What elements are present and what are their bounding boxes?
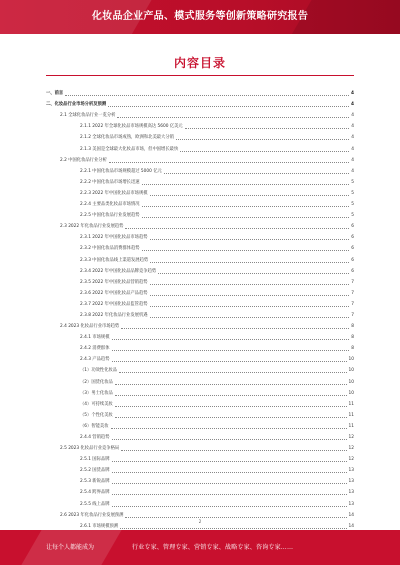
toc-leader-dots xyxy=(150,191,350,196)
toc-entry-page: 6 xyxy=(351,268,354,274)
toc-leader-dots xyxy=(142,180,350,185)
toc-entry-title: 2.3.6 2022 年中国化妆品产品趋势 xyxy=(80,290,148,296)
toc-entry-page: 7 xyxy=(351,301,354,307)
toc-entry-title: 2.4.4 营销趋势 xyxy=(80,435,110,440)
toc-entry[interactable] xyxy=(46,463,354,474)
toc-leader-dots xyxy=(115,380,347,385)
toc-entry-page: 7 xyxy=(351,279,354,285)
toc-entry-page: 10 xyxy=(348,357,354,363)
toc-entry-page: 7 xyxy=(351,312,354,318)
toc-entry-page: 12 xyxy=(348,446,354,452)
toc-entry[interactable] xyxy=(46,508,354,519)
toc-leader-dots xyxy=(111,424,347,429)
toc-leader-dots xyxy=(150,291,350,296)
toc-entry-page: 4 xyxy=(351,168,354,174)
toc-entry-title: 2.6 2023 年化妆品行业发展预测 xyxy=(60,512,124,518)
toc-leader-dots xyxy=(180,147,349,152)
toc-entry-page: 5 xyxy=(351,190,354,196)
toc-entry[interactable] xyxy=(46,186,354,197)
toc-entry[interactable] xyxy=(46,397,354,408)
toc-entry[interactable] xyxy=(46,386,354,397)
toc-entry-title: 2.5.2 国货品牌 xyxy=(80,468,110,474)
toc-entry-page: 12 xyxy=(348,435,354,440)
toc-entry-title: 2.3.3 中国化妆品线上渠道发展趋势 xyxy=(80,257,149,263)
toc-leader-dots xyxy=(108,102,349,107)
toc-entry-title: 2.3.1 2022 年中国化妆品市场趋势 xyxy=(80,235,148,241)
toc-entry-title: 2.4.1 市场规模 xyxy=(80,335,110,341)
toc-entry-page: 4 xyxy=(351,102,354,108)
toc-leader-dots xyxy=(109,158,349,163)
toc-entry[interactable] xyxy=(46,208,354,219)
page-number: 2 xyxy=(198,519,202,524)
toc-entry-title: 2.4.3 产品趋势 xyxy=(80,357,110,363)
toc-leader-dots xyxy=(142,213,350,218)
toc-leader-dots xyxy=(112,335,350,340)
toc-entry-page: 10 xyxy=(348,368,354,374)
toc-leader-dots xyxy=(150,235,350,240)
toc-entry-page: 8 xyxy=(351,335,354,341)
toc-entry[interactable] xyxy=(46,252,354,263)
toc-entry-page: 10 xyxy=(348,390,354,396)
toc-entry-page: 4 xyxy=(351,91,354,97)
toc-divider xyxy=(46,75,354,76)
toc-leader-dots xyxy=(112,357,347,362)
toc-entry-title: （4）可持续美妆 xyxy=(80,401,113,407)
toc-entry-page: 4 xyxy=(351,157,354,163)
toc-entry-title: 2.1.3 美国是全球最大化妆品市场，但中国增长最快 xyxy=(80,146,179,152)
toc-entry-page: 5 xyxy=(351,202,354,208)
toc-entry-title: 2.2 中国化妆品行业分析 xyxy=(60,157,107,163)
toc-entry[interactable] xyxy=(46,219,354,230)
toc-entry-title: 2.2.4 主要品类化妆品市场情况 xyxy=(80,202,140,208)
toc-entry[interactable] xyxy=(46,297,354,308)
toc-entry-page: 4 xyxy=(351,135,354,141)
toc-entry-title: 2.5.1 国际品牌 xyxy=(80,457,110,463)
toc-entry-title: 2.4.2 消费群体 xyxy=(80,346,110,352)
toc-entry[interactable] xyxy=(46,330,354,341)
toc-leader-dots xyxy=(150,313,350,318)
toc-entry-title: （2）国货化妆品 xyxy=(80,379,113,385)
toc-entry-title: 2.1 全球化妆品行业一览分析 xyxy=(60,113,116,119)
toc-entry-page: 7 xyxy=(351,290,354,296)
toc-entry[interactable] xyxy=(46,496,354,507)
toc-leader-dots xyxy=(150,280,350,285)
toc-leader-dots xyxy=(117,113,349,118)
toc-entry[interactable] xyxy=(46,374,354,385)
toc-entry-title: 2.3.5 2022 年中国化妆品营销趋势 xyxy=(80,279,148,285)
toc-entry-title: 2.2.5 中国化妆品行业发展趋势 xyxy=(80,213,140,219)
toc-entry-page: 14 xyxy=(348,523,354,529)
toc-leader-dots xyxy=(150,258,349,263)
toc-entry-title: 2.2.1 中国化妆品市场规模超过 5000 亿元 xyxy=(80,168,162,174)
toc-leader-dots xyxy=(185,124,350,129)
toc-heading: 内容目录 xyxy=(173,56,226,70)
toc-entry-title: 2.3 2022 年化妆品行业发展趋势 xyxy=(60,224,124,230)
toc-leader-dots xyxy=(158,269,349,274)
toc-leader-dots xyxy=(112,490,347,495)
toc-leader-dots xyxy=(115,402,347,407)
toc-entry-page: 6 xyxy=(351,246,354,252)
toc-entry-page: 11 xyxy=(348,412,354,418)
toc-leader-dots xyxy=(112,457,347,462)
toc-leader-dots xyxy=(121,446,346,451)
footer-band xyxy=(0,530,400,565)
toc-leader-dots xyxy=(125,224,349,229)
toc-entry-page: 11 xyxy=(348,401,354,407)
toc-entry[interactable] xyxy=(46,164,354,175)
toc-entry[interactable] xyxy=(46,230,354,241)
toc-entry-page: 8 xyxy=(351,346,354,352)
toc-entry[interactable] xyxy=(46,363,354,374)
toc-leader-dots xyxy=(112,468,347,473)
toc-entry-title: 2.4 2023 化妆品行业市场趋势 xyxy=(60,324,120,330)
toc-leader-dots xyxy=(115,413,347,418)
toc-entry-title: 2.6.1 市场规模预测 xyxy=(80,523,119,529)
toc-entry[interactable] xyxy=(46,430,354,441)
toc-entry[interactable] xyxy=(46,319,354,330)
toc-entry[interactable] xyxy=(46,441,354,452)
toc-entry-title: 2.5 2023 化妆品行业竞争格局 xyxy=(60,446,120,452)
toc-leader-dots xyxy=(115,391,347,396)
toc-entry-page: 10 xyxy=(348,379,354,385)
toc-entry[interactable] xyxy=(46,130,354,141)
document-title: 化妆品企业产品、模式服务等创新策略研究报告 xyxy=(91,11,309,22)
toc-entry-page: 4 xyxy=(351,146,354,152)
toc-entry-title: 一、前言 xyxy=(46,91,64,97)
toc-entry[interactable] xyxy=(46,408,354,419)
toc-leader-dots xyxy=(119,368,346,373)
toc-list xyxy=(46,86,354,530)
toc-entry[interactable] xyxy=(46,119,354,130)
toc-entry[interactable] xyxy=(46,341,354,352)
toc-leader-dots xyxy=(150,302,350,307)
toc-entry-title: 2.3.8 2022 年化妆品行业发展机遇 xyxy=(80,312,148,318)
toc-entry-title: 二、化妆品行业市场分析及预测 xyxy=(46,102,107,108)
toc-entry[interactable] xyxy=(46,153,354,164)
footer-slogan: 让每个人都能成为 xyxy=(46,544,95,551)
toc-leader-dots xyxy=(112,346,350,351)
toc-entry-page: 4 xyxy=(351,124,354,130)
toc-entry[interactable] xyxy=(46,264,354,275)
toc-entry[interactable] xyxy=(46,419,354,430)
toc-leader-dots xyxy=(142,202,350,207)
toc-entry-page: 4 xyxy=(351,113,354,119)
toc-entry[interactable] xyxy=(46,175,354,186)
toc-entry[interactable] xyxy=(46,286,354,297)
toc-entry-title: 2.1.2 全球化妆品市场成熟，欧洲和北美最大分销 xyxy=(80,135,174,141)
toc-entry-page: 5 xyxy=(351,179,354,185)
toc-entry-title: （1）功效性化妆品 xyxy=(80,368,118,374)
toc-leader-dots xyxy=(142,246,350,251)
toc-entry[interactable] xyxy=(46,308,354,319)
toc-leader-dots xyxy=(125,513,346,518)
toc-entry-page: 14 xyxy=(348,512,354,518)
toc-entry[interactable] xyxy=(46,352,354,363)
toc-entry[interactable] xyxy=(46,86,354,97)
toc-entry[interactable] xyxy=(46,452,354,463)
toc-leader-dots xyxy=(112,479,347,484)
toc-entry-title: 2.5.3 新锐品牌 xyxy=(80,479,110,485)
toc-entry[interactable] xyxy=(46,474,354,485)
toc-entry[interactable] xyxy=(46,197,354,208)
toc-entry[interactable] xyxy=(46,108,354,119)
toc-entry-page: 13 xyxy=(348,501,354,507)
toc-entry[interactable] xyxy=(46,241,354,252)
toc-entry-page: 13 xyxy=(348,468,354,474)
toc-entry[interactable] xyxy=(46,275,354,286)
footer-tagline: 行业专家、管理专家、营销专家、战略专家、咨询专家…… xyxy=(132,544,294,551)
toc-entry-title: 2.3.2 中国化妆品消费群体趋势 xyxy=(80,246,140,252)
toc-entry-title: 2.2.2 中国化妆品市场增长迅速 xyxy=(80,179,140,185)
toc-entry-title: 2.3.7 2022 年中国化妆品监管趋势 xyxy=(80,301,148,307)
toc-entry-title: 2.5.4 跨界品牌 xyxy=(80,490,110,496)
toc-entry-page: 6 xyxy=(351,257,354,263)
toc-entry-page: 12 xyxy=(348,457,354,463)
toc-entry-page: 13 xyxy=(348,490,354,496)
toc-leader-dots xyxy=(121,324,349,329)
toc-entry-page: 6 xyxy=(351,235,354,241)
toc-entry-page: 5 xyxy=(351,213,354,219)
toc-entry-page: 8 xyxy=(351,324,354,330)
toc-entry-page: 11 xyxy=(348,423,354,429)
toc-leader-dots xyxy=(112,502,347,507)
toc-entry-title: （3）男士化妆品 xyxy=(80,390,113,396)
toc-entry[interactable] xyxy=(46,97,354,108)
toc-entry-page: 13 xyxy=(348,479,354,485)
toc-leader-dots xyxy=(176,135,349,140)
toc-entry-title: 2.1.1 2022 年全球化妆品市场规模高达 5600 亿美元 xyxy=(80,124,183,130)
toc-entry-title: 2.5.5 线上品牌 xyxy=(80,501,110,507)
toc-entry-page: 6 xyxy=(351,224,354,230)
toc-leader-dots xyxy=(65,91,349,96)
toc-leader-dots xyxy=(120,524,346,529)
toc-entry-title: （5）个性化美妆 xyxy=(80,412,113,418)
toc-entry[interactable] xyxy=(46,485,354,496)
toc-entry-title: 2.3.4 2022 年中国化妆品品牌竞争趋势 xyxy=(80,268,157,274)
toc-entry[interactable] xyxy=(46,141,354,152)
toc-entry-title: （6）智能美妆 xyxy=(80,423,109,429)
toc-entry-title: 2.2.3 2022 年中国化妆品市场规模 xyxy=(80,190,148,196)
toc-leader-dots xyxy=(164,169,349,174)
toc-leader-dots xyxy=(112,435,347,440)
